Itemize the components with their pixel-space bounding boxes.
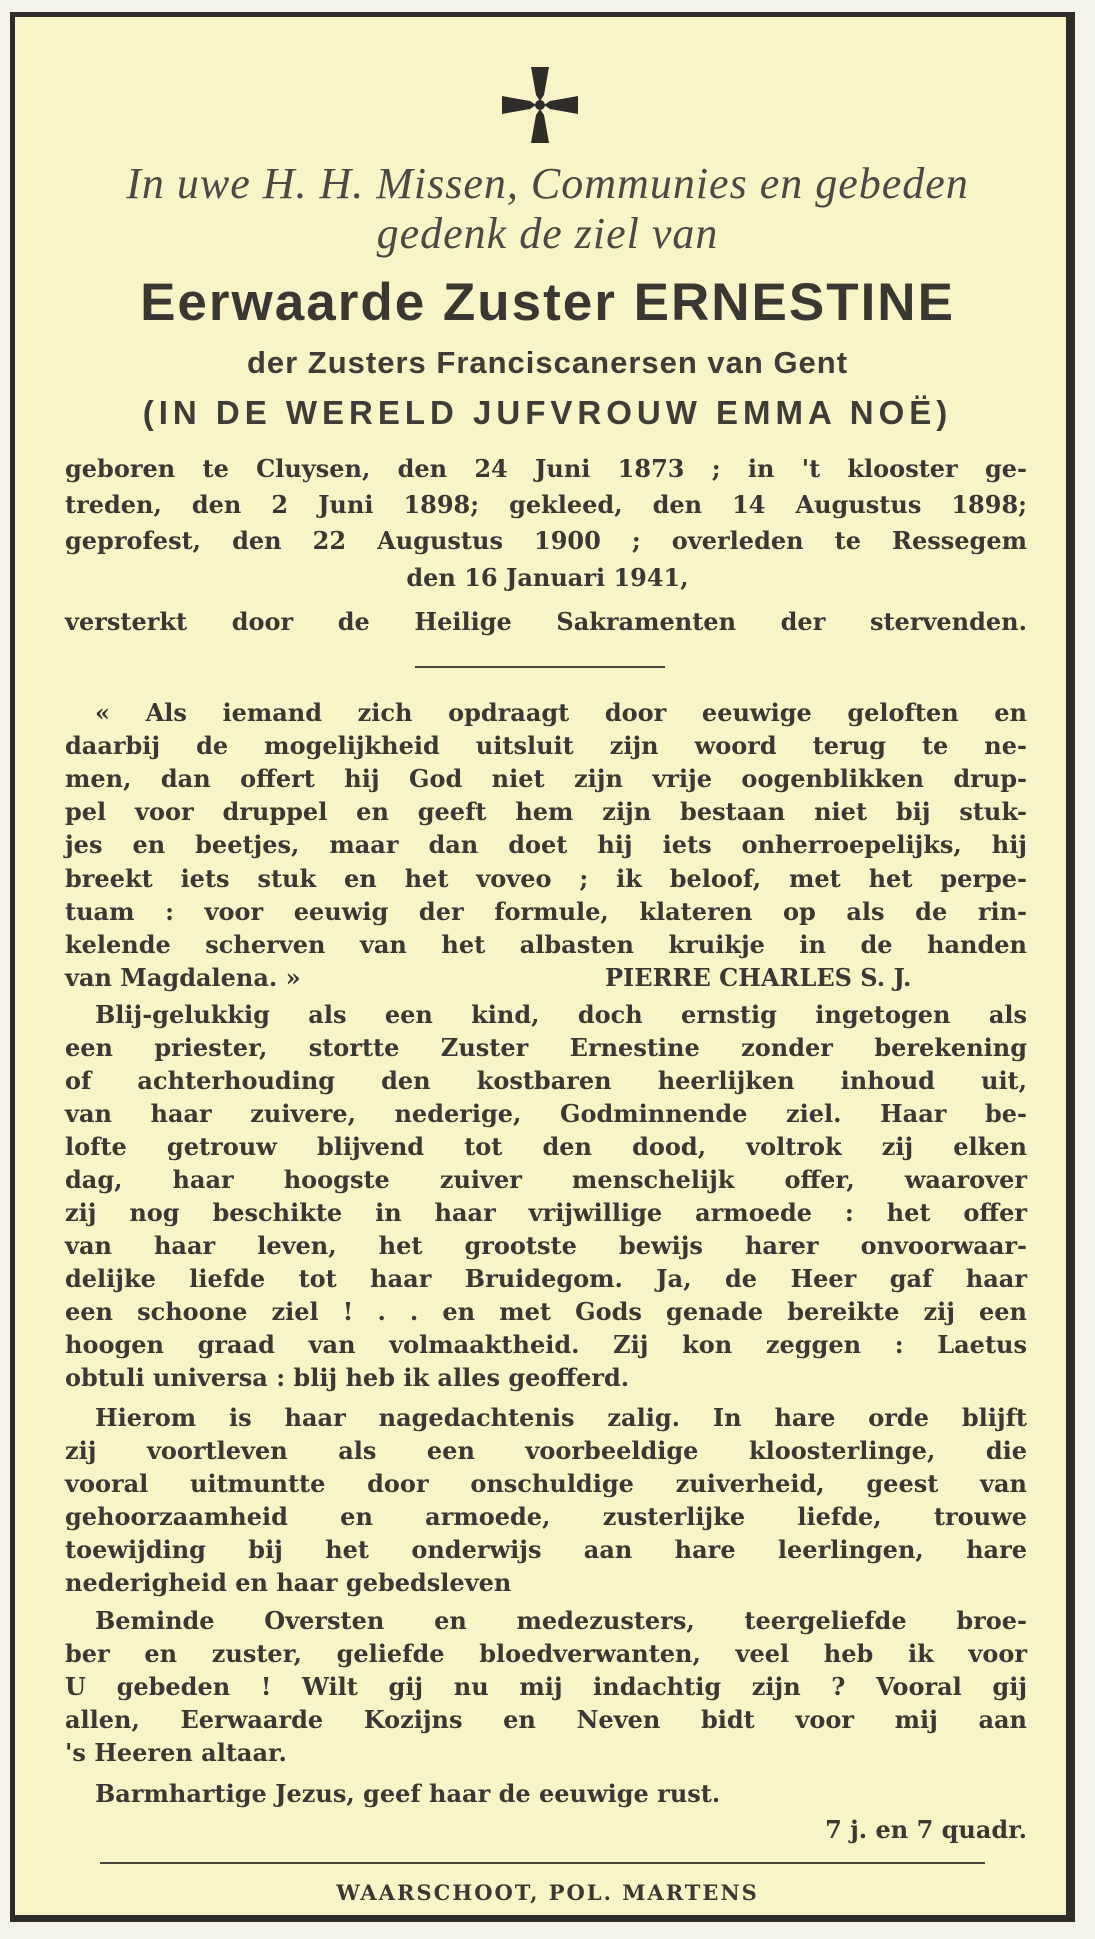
paragraph-line: of achterhouding den kostbaren heerlijken inhoud uit, [65,1066,1027,1095]
paragraph-line: zij voortleven als een voorbeeldige kloosterlinge, die [65,1436,1027,1465]
quote-line: kelende scherven van het albasten kruikje in de handen [65,930,1027,959]
quote-line: breekt iets stuk en het voveo ; ik beloof, met het perpe- [65,864,1027,893]
paragraph-line: Hierom is haar nagedachtenis zalig. In hare orde blijft [95,1403,1027,1432]
sacraments-line: versterkt door de Heilige Sakramenten der stervenden. [65,607,1027,636]
footer-rule [100,1862,985,1864]
divider [415,666,665,668]
paragraph-line: delijke liefde tot haar Bruidegom. Ja, de Heer gaf haar [65,1264,1027,1293]
quote-line: tuam : voor eeuwig der formule, klateren op als de rin- [65,897,1027,926]
quote-line: pel voor druppel en geeft hem zijn bestaan niet bij stuk- [65,797,1027,826]
paragraph-line: nederigheid en haar gebedsleven [65,1568,512,1597]
paragraph-line: ber en zuster, geliefde bloedverwanten, veel heb ik voor [65,1639,1027,1668]
death-date: den 16 Januari 1941, [406,563,689,592]
quote-line: daarbij de mogelijkheid uitsluit zijn woord terug te ne- [65,731,1027,760]
bio-line: treden, den 2 Juni 1898; gekleed, den 14 Augustus 1898; [65,490,1027,519]
paragraph-line: hoogen graad van volmaaktheid. Zij kon zeggen : Laetus [65,1330,1027,1359]
paragraph-line: vooral uitmuntte door onschuldige zuiverheid, geest van [65,1469,1027,1498]
paragraph-line: zij nog beschikte in haar vrijwillige armoede : het offer [65,1198,1027,1227]
bio-line: geboren te Cluysen, den 24 Juni 1873 ; in 't klooster ge- [65,454,1027,483]
paragraph-line: van haar leven, het grootste bewijs harer onvoorwaar- [65,1231,1027,1260]
world-name: (IN DE WERELD JUFVROUW EMMA NOË) [142,394,953,431]
quote-line: men, dan offert hij God niet zijn vrije oogenblikken drup- [65,764,1027,793]
closing-prayer: Barmhartige Jezus, geef haar de eeuwige rust. [95,1779,721,1808]
invocation-line-2: gedenk de ziel van [376,209,719,258]
paragraph-line: Blij-gelukkig als een kind, doch ernstig ingetogen als [95,1000,1027,1029]
invocation-line-1: In uwe H. H. Missen, Communies en gebeden [126,159,969,208]
paragraph-line: allen, Eerwaarde Kozijns en Neven bidt voor mij aan [65,1705,1027,1734]
paragraph-line: 's Heeren altaar. [65,1738,287,1767]
paragraph-line: U gebeden ! Wilt gij nu mij indachtig zijn ? Vooral gij [65,1672,1027,1701]
paragraph-line: gehoorzaamheid en armoede, zusterlijke liefde, trouwe [65,1502,1027,1531]
paragraph-line: obtuli universa : blij heb ik alles geofferd. [65,1363,630,1392]
paragraph-line: een priester, stortte Zuster Ernestine zonder berekening [65,1033,1027,1062]
quote-line: jes en beetjes, maar dan doet hij iets onherroepelijks, hij [65,830,1027,859]
printer-imprint: WAARSCHOOT, POL. MARTENS [336,1880,759,1905]
religious-order: der Zusters Franciscanersen van Gent [246,345,849,380]
paragraph-line: van haar zuivere, nederige, Godminnende ziel. Haar be- [65,1099,1027,1128]
paragraph-line: toewijding bij het onderwijs aan hare leerlingen, hare [65,1535,1027,1564]
paragraph-line: een schoone ziel ! . . en met Gods genade bereikte zij een [65,1297,1027,1326]
paragraph-line: Beminde Oversten en medezusters, teergeliefde broe- [95,1606,1027,1635]
quote-line: van Magdalena. » [65,963,301,992]
quote-author: PIERRE CHARLES S. J. [605,963,912,992]
cross-icon [500,65,580,145]
bio-line: geprofest, den 22 Augustus 1900 ; overleden te Ressegem [65,526,1027,555]
indulgence: 7 j. en 7 quadr. [825,1815,1027,1844]
deceased-name: Eerwaarde Zuster ERNESTINE [140,273,955,332]
paragraph-line: lofte getrouw blijvend tot den dood, voltrok zij elken [65,1132,1027,1161]
paragraph-line: dag, haar hoogste zuiver menschelijk offer, waarover [65,1165,1027,1194]
quote-line: « Als iemand zich opdraagt door eeuwige geloften en [95,698,1027,727]
